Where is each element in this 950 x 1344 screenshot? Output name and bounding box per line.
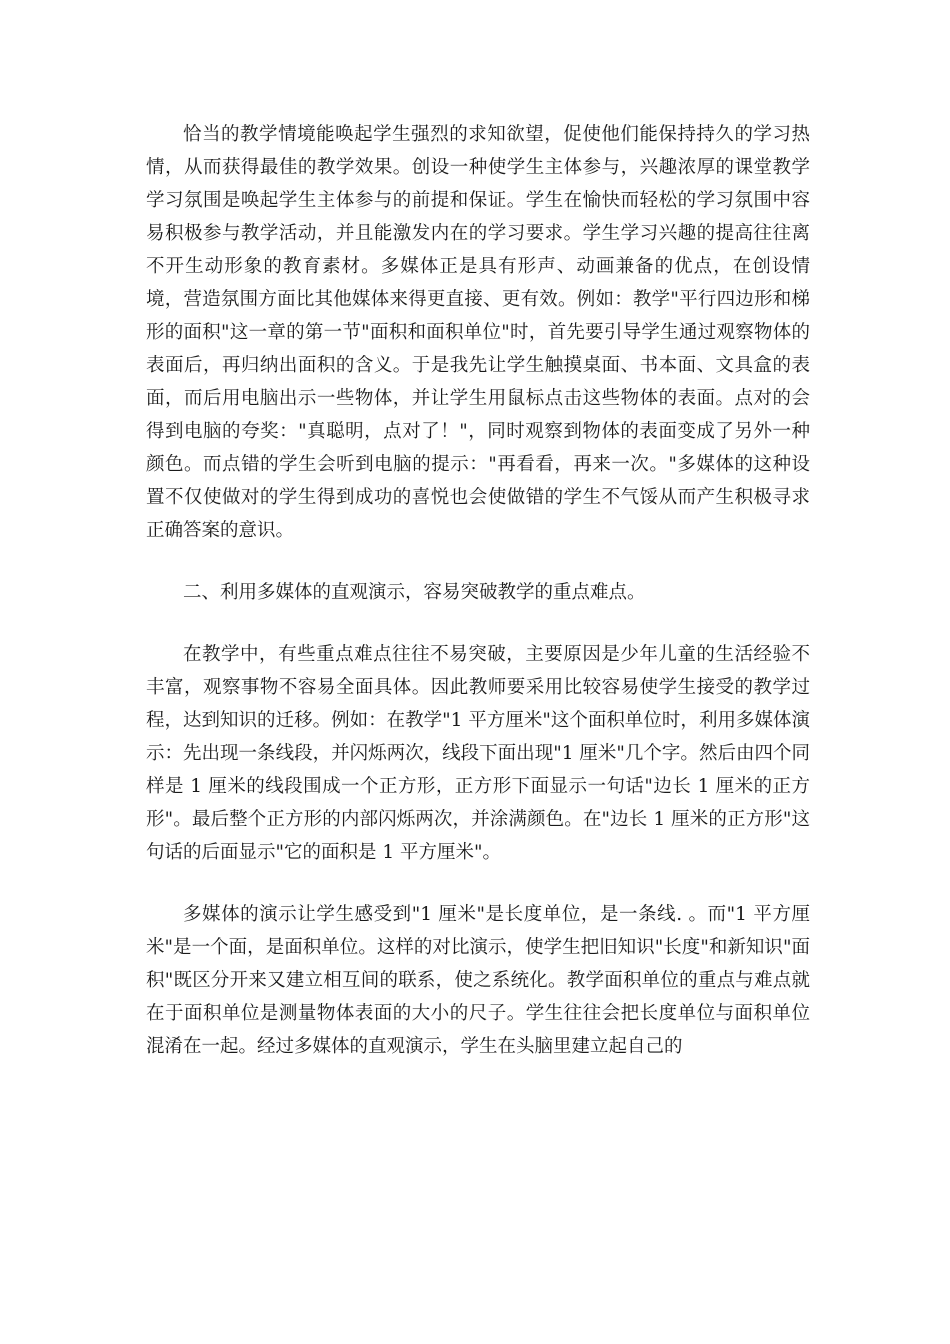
paragraph-teaching-situation: 恰当的教学情境能唤起学生强烈的求知欲望，促使他们能保持持久的学习热情，从而获得最佳的教学效果。创设一种使学生主体参与，兴趣浓厚的课堂教学学习氛围是唤起学生主体参与的前提和保证。学生在愉快而轻松的学习氛围中容易积极参与教学活动，并且能激发内在的学习要求。学生学习兴趣的提高往往离不开生动形象的教育素材。多媒体正是具有形声、动画兼备的优点，在创设情境，营造氛围方面比其他媒体来得更直接、更有效。例如：教学"平行四边形和梯形的面积"这一章的第一节"面积和面积单位"时，首先要引导学生通过观察物体的表面后，再归纳出面积的含义。于是我先让学生触摸桌面、书本面、文具盒的表面，而后用电脑出示一些物体，并让学生用鼠标点击这些物体的表面。点对的会得到电脑的夸奖："真聪明，点对了！"，同时观察到物体的表面变成了另外一种颜色。而点错的学生会听到电脑的提示："再看看，再来一次。"多媒体的这种设置不仅使做对的学生得到成功的喜悦也会使做错的学生不气馁从而产生积极寻求正确答案的意识。 (146, 124, 810, 541)
section-heading-2: 二、利用多媒体的直观演示，容易突破教学的重点难点。 (183, 582, 646, 603)
paragraph-demonstration-effect: 多媒体的演示让学生感受到"1 厘米"是长度单位，是一条线. 。而"1 平方厘米"是一个面，是面积单位。这样的对比演示，使学生把旧知识"长度"和新知识"面积"既区分开来又建立相互间的联系，使之系统化。教学面积单位的重点与难点就在于面积单位是测量物体表面的大小的尺子。学生往往会把长度单位与面积单位混淆在一起。经过多媒体的直观演示，学生在头脑里建立起自己的 (146, 904, 810, 1057)
document-page (146, 118, 810, 1092)
paragraph-key-difficulties: 在教学中，有些重点难点往往不易突破，主要原因是少年儿童的生活经验不丰富，观察事物不容易全面具体。因此教师要采用比较容易使学生接受的教学过程，达到知识的迁移。例如：在教学"1 平方厘米"这个面积单位时，利用多媒体演示：先出现一条线段，并闪烁两次，线段下面出现"1 厘米"几个字。然后由四个同样是 1 厘米的线段围成一个正方形，正方形下面显示一句话"边长 1 厘米的正方形"。最后整个正方形的内部闪烁两次，并涂满颜色。在"边长 1 厘米的正方形"这句话的后面显示"它的面积是 1 平方厘米"。 (146, 644, 810, 863)
